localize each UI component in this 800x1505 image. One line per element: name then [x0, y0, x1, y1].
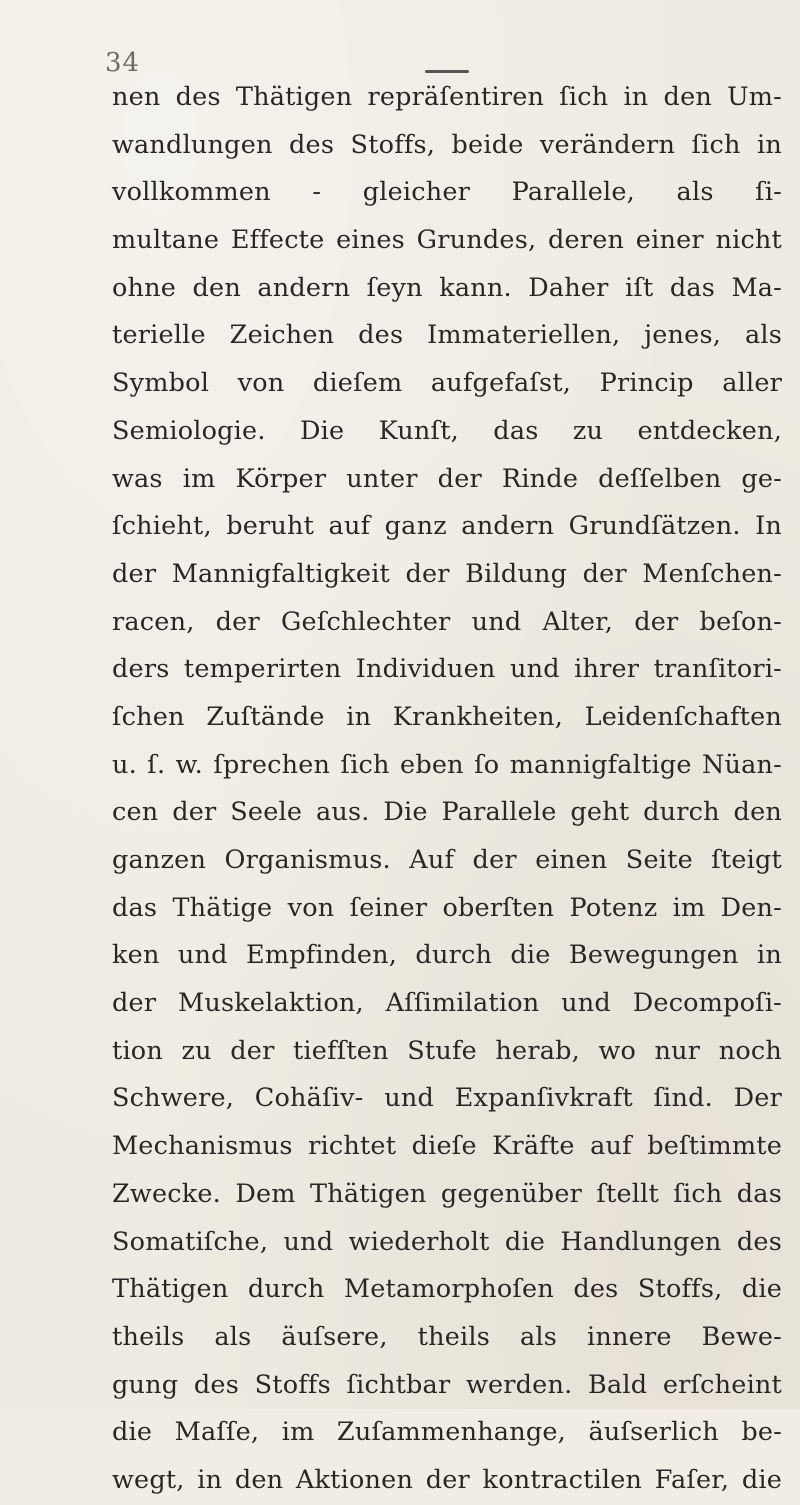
text-line: wegt, in den Aktionen der kontractilen Faſer, die	[112, 1464, 782, 1495]
text-line: was im Körper unter der Rinde deſſelben ge-	[112, 463, 782, 494]
text-line: ſchieht, beruht auf ganz andern Grundſätzen. In	[112, 511, 782, 542]
text-line: Mechanismus richtet dieſe Kräfte auf beſtimmte	[112, 1131, 782, 1162]
text-line: wandlungen des Stoffs, beide verändern ſich in	[112, 129, 782, 160]
text-line: Schwere, Cohäſiv- und Expanſivkraft ſind. Der	[112, 1083, 782, 1114]
text-line: der Muskelaktion, Aſſimilation und Decompoſi-	[112, 988, 782, 1019]
text-line: ohne den andern ſeyn kann. Daher iſt das Ma-	[112, 272, 782, 303]
text-line: theils als äuſsere, theils als innere Bewe-	[112, 1321, 782, 1352]
page-number: 34	[105, 48, 141, 78]
text-line: nen des Thätigen repräſentiren ſich in den Um-	[112, 82, 782, 112]
text-line: ſchen Zuſtände in Krankheiten, Leidenſchaften	[112, 701, 782, 732]
text-line: die Maſſe, im Zuſammenhange, äuſserlich be-	[112, 1417, 782, 1448]
text-line: ders temperirten Individuen und ihrer tranſitori-	[112, 654, 782, 685]
text-line: multane Effecte eines Grundes, deren einer nicht	[112, 225, 782, 256]
text-line: der Mannigfaltigkeit der Bildung der Menſchen-	[112, 558, 782, 589]
text-line: terielle Zeichen des Immateriellen, jenes, als	[112, 320, 782, 351]
text-line: vollkommen - gleicher Parallele, als ſi-	[112, 177, 782, 208]
header-rule	[425, 70, 469, 73]
text-line: Zwecke. Dem Thätigen gegenüber ſtellt ſich das	[112, 1178, 782, 1209]
text-line: das Thätige von ſeiner oberſten Potenz im Den-	[112, 892, 782, 923]
text-line: Thätigen durch Metamorphoſen des Stoffs, die	[112, 1274, 782, 1305]
text-line: racen, der Geſchlechter und Alter, der beſon-	[112, 606, 782, 637]
text-line: gung des Stoffs ſichtbar werden. Bald erſcheint	[112, 1369, 782, 1400]
text-line: ken und Empfinden, durch die Bewegungen in	[112, 940, 782, 971]
text-line: ganzen Organismus. Auf der einen Seite ſteigt	[112, 845, 782, 875]
body-text	[112, 74, 782, 1505]
text-line: Somatiſche, und wiederholt die Handlungen des	[112, 1226, 782, 1257]
text-line: tion zu der tiefſten Stufe herab, wo nur noch	[112, 1035, 782, 1066]
text-line: u. ſ. w. ſprechen ſich eben ſo mannigfaltige Nüan-	[112, 749, 782, 780]
text-line: Semiologie. Die Kunſt, das zu entdecken,	[112, 415, 782, 446]
text-line: Symbol von dieſem aufgefaſst, Princip aller	[112, 368, 782, 399]
text-line: cen der Seele aus. Die Parallele geht durch den	[112, 797, 782, 828]
